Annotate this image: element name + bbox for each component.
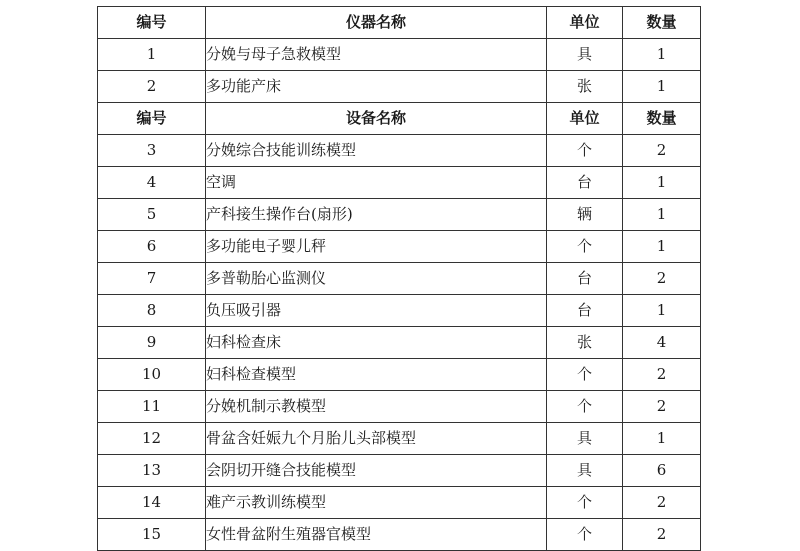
cell-qty: 4 [623, 327, 701, 359]
cell-no: 9 [98, 327, 206, 359]
cell-no: 12 [98, 423, 206, 455]
cell-qty: 6 [623, 455, 701, 487]
cell-unit: 台 [547, 167, 623, 199]
cell-name: 产科接生操作台(扇形) [206, 199, 547, 231]
cell-no: 5 [98, 199, 206, 231]
cell-qty: 2 [623, 391, 701, 423]
cell-qty: 2 [623, 135, 701, 167]
table-row [98, 391, 701, 423]
cell-qty: 1 [623, 423, 701, 455]
table-row [98, 327, 701, 359]
cell-no: 4 [98, 167, 206, 199]
cell-no: 14 [98, 487, 206, 519]
table-header-equipment [98, 103, 701, 135]
table-row [98, 71, 701, 103]
cell-qty: 1 [623, 71, 701, 103]
table-row [98, 423, 701, 455]
header-qty: 数量 [623, 7, 701, 39]
cell-no: 7 [98, 263, 206, 295]
cell-name: 分娩机制示教模型 [206, 391, 547, 423]
cell-name: 女性骨盆附生殖器官模型 [206, 519, 547, 551]
cell-unit: 张 [547, 71, 623, 103]
cell-unit: 个 [547, 391, 623, 423]
cell-name: 难产示教训练模型 [206, 487, 547, 519]
cell-qty: 2 [623, 359, 701, 391]
cell-unit: 个 [547, 135, 623, 167]
cell-name: 会阴切开缝合技能模型 [206, 455, 547, 487]
cell-qty: 1 [623, 231, 701, 263]
cell-qty: 1 [623, 199, 701, 231]
table-row [98, 519, 701, 551]
cell-name: 分娩综合技能训练模型 [206, 135, 547, 167]
table-row [98, 135, 701, 167]
cell-unit: 台 [547, 295, 623, 327]
cell-unit: 个 [547, 359, 623, 391]
cell-no: 11 [98, 391, 206, 423]
cell-name: 妇科检查模型 [206, 359, 547, 391]
header-no: 编号 [98, 103, 206, 135]
table-row [98, 487, 701, 519]
cell-unit: 个 [547, 519, 623, 551]
table-row [98, 295, 701, 327]
cell-no: 6 [98, 231, 206, 263]
header-name: 设备名称 [206, 103, 547, 135]
cell-unit: 个 [547, 487, 623, 519]
cell-no: 15 [98, 519, 206, 551]
cell-qty: 2 [623, 263, 701, 295]
cell-no: 3 [98, 135, 206, 167]
cell-name: 分娩与母子急救模型 [206, 39, 547, 71]
cell-name: 空调 [206, 167, 547, 199]
cell-name: 多功能电子婴儿秤 [206, 231, 547, 263]
table-row [98, 167, 701, 199]
cell-qty: 1 [623, 39, 701, 71]
cell-unit: 具 [547, 455, 623, 487]
cell-no: 13 [98, 455, 206, 487]
cell-no: 1 [98, 39, 206, 71]
cell-unit: 具 [547, 423, 623, 455]
cell-qty: 1 [623, 167, 701, 199]
table-row [98, 199, 701, 231]
table-row [98, 39, 701, 71]
cell-name: 妇科检查床 [206, 327, 547, 359]
cell-unit: 辆 [547, 199, 623, 231]
cell-unit: 个 [547, 231, 623, 263]
cell-unit: 台 [547, 263, 623, 295]
header-unit: 单位 [547, 103, 623, 135]
cell-unit: 具 [547, 39, 623, 71]
table-row [98, 263, 701, 295]
cell-name: 骨盆含妊娠九个月胎儿头部模型 [206, 423, 547, 455]
cell-name: 多功能产床 [206, 71, 547, 103]
cell-qty: 2 [623, 519, 701, 551]
cell-qty: 1 [623, 295, 701, 327]
cell-no: 2 [98, 71, 206, 103]
cell-no: 10 [98, 359, 206, 391]
cell-no: 8 [98, 295, 206, 327]
cell-name: 多普勒胎心监测仪 [206, 263, 547, 295]
header-no: 编号 [98, 7, 206, 39]
cell-name: 负压吸引器 [206, 295, 547, 327]
cell-qty: 2 [623, 487, 701, 519]
header-qty: 数量 [623, 103, 701, 135]
equipment-table [97, 6, 701, 551]
header-name: 仪器名称 [206, 7, 547, 39]
cell-unit: 张 [547, 327, 623, 359]
table-row [98, 359, 701, 391]
table-row [98, 455, 701, 487]
header-unit: 单位 [547, 7, 623, 39]
table-row [98, 231, 701, 263]
table-header-instruments [98, 7, 701, 39]
